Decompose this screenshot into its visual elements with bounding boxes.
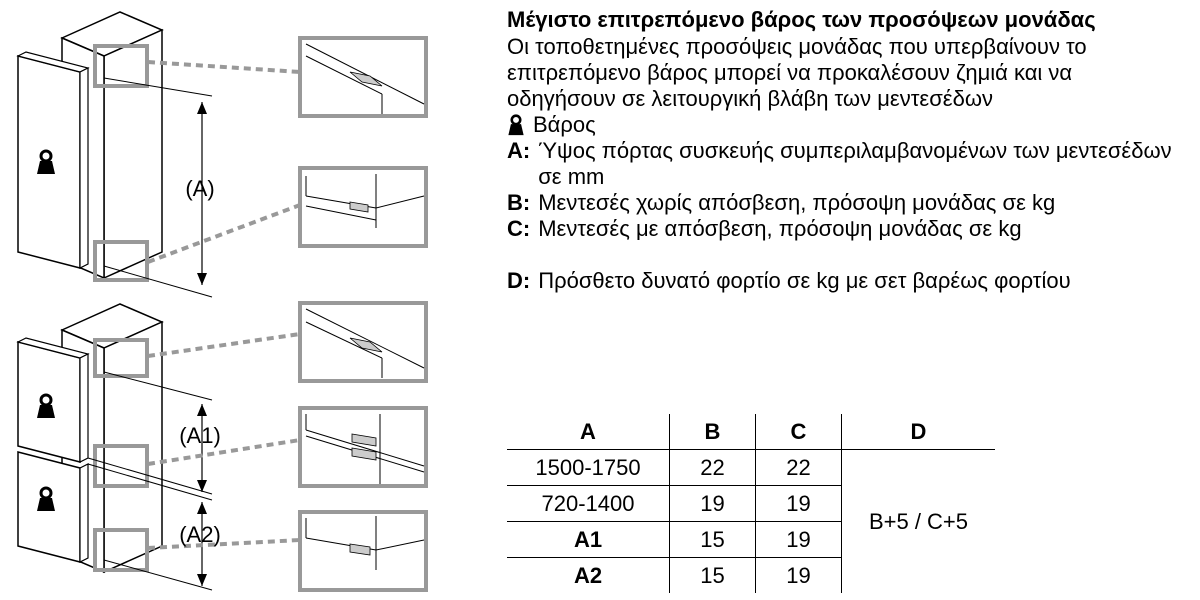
legend-c [507,216,1187,242]
cell-a: A2 [507,558,670,594]
legend-d-key: D: [507,268,531,293]
cell-c: 19 [756,558,842,594]
cell-a: A1 [507,522,670,558]
legend-b [507,190,1187,216]
hinge-detail-4 [300,408,426,486]
installation-diagram [0,0,480,600]
label-a1: (A1) [179,423,221,448]
legend-a-text: Ύψος πόρτας συσκευής συμπεριλαμβανομένων των μεντεσέδων σε mm [538,138,1172,189]
label-a2: (A2) [179,522,221,547]
label-a: (A) [185,176,215,201]
legend-a-key: A: [507,138,531,163]
legend-d-text: Πρόσθετο δυνατό φορτίο σε kg με σετ βαρέως φορτίου [538,268,1071,293]
weight-icon [507,114,525,136]
cell-b: 15 [670,558,756,594]
hinge-detail-5 [300,512,426,590]
cell-c: 22 [756,450,842,486]
legend-c-text: Μεντεσές με απόσβεση, πρόσοψη μονάδας σε kg [538,216,1022,241]
legend-a [507,138,1187,190]
text-block [507,8,1187,294]
cell-b: 15 [670,522,756,558]
cell-b: 22 [670,450,756,486]
cell-c: 19 [756,486,842,522]
legend-b-text: Μεντεσές χωρίς απόσβεση, πρόσοψη μονάδας σε kg [538,190,1056,215]
cell-b: 19 [670,486,756,522]
weight-table [507,414,995,593]
legend-weight [507,112,1187,138]
legend-b-key: B: [507,190,531,215]
single-door-appliance [18,12,300,297]
legend-weight-label: Βάρος [533,112,596,137]
double-door-appliance [18,304,300,590]
cell-a: 720-1400 [507,486,670,522]
cell-d: B+5 / C+5 [868,508,969,534]
legend-d [507,268,1187,294]
hinge-detail-3 [300,303,426,381]
legend-c-key: C: [507,216,531,241]
header-a: A [507,414,670,450]
cell-c: 19 [756,522,842,558]
table-row [507,450,995,486]
section-title: Μέγιστο επιτρεπόμενο βάρος των προσόψεων μονάδας [507,7,1096,32]
table-header-row [507,414,995,450]
hinge-detail-2 [300,168,426,246]
cell-a: 1500-1750 [507,450,670,486]
header-c: C [756,414,842,450]
header-d: D [842,414,996,450]
hinge-detail-1 [300,38,426,116]
header-b: B [670,414,756,450]
description: Οι τοποθετημένες προσόψεις μονάδας που υπερβαίνουν το επιτρεπόμενο βάρος μπορεί να προκαλέσουν ζημιά και να οδηγήσουν σε λειτουργική βλάβη των μεντεσέδων [507,34,1087,111]
